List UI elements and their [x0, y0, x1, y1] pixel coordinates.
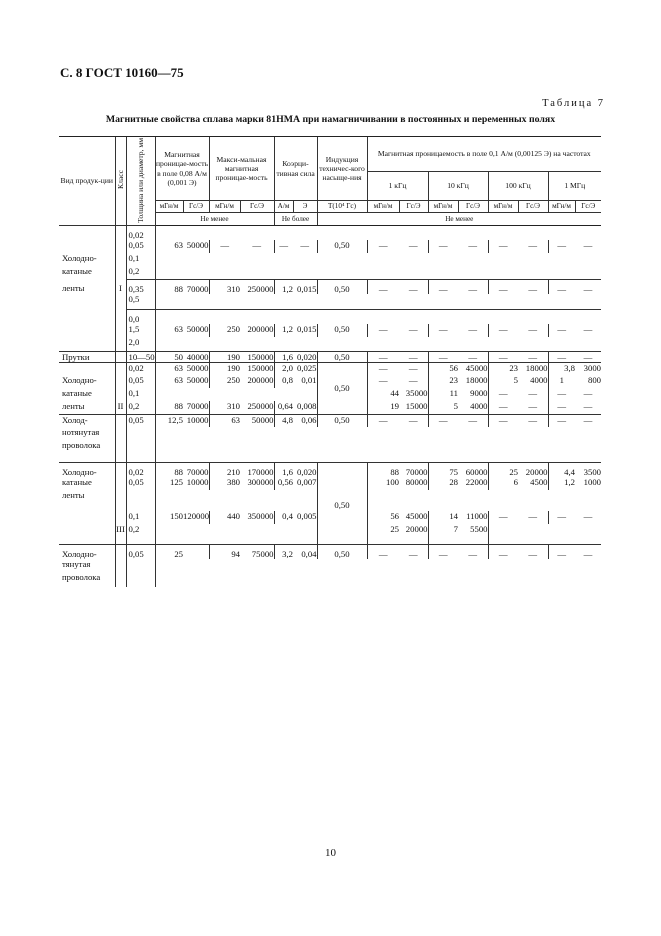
cell: 50000 [186, 240, 209, 250]
cell: — [488, 414, 518, 427]
class-label: III [115, 524, 126, 545]
cell: 250000 [240, 279, 274, 294]
cell: 35000 [405, 388, 428, 398]
unit-mgnm: мГн/м [155, 201, 183, 213]
cell: 250000 [247, 401, 274, 411]
cell: 310 [209, 401, 240, 414]
unit-gse: Гс/Э [399, 201, 428, 213]
cell: 0,50 [317, 462, 367, 545]
cell: — [488, 324, 518, 337]
cell: 15000 [405, 401, 428, 411]
cell: 4,8 [274, 414, 293, 427]
cell: — [458, 279, 488, 294]
thickness-value: 0,05 [126, 375, 155, 388]
cell: 50000 [183, 362, 209, 375]
cell: 200000 [247, 324, 274, 334]
product-name: Холодно- [62, 375, 97, 385]
cell: 310 [209, 279, 240, 294]
cell: — [428, 545, 458, 560]
thickness-value: 0,0 [126, 310, 155, 325]
thickness-value: 0,5 [126, 294, 155, 310]
col-product-type: Вид продук-ции [59, 137, 115, 226]
cell: 18000 [518, 362, 548, 375]
thickness-value: 2,0 [126, 337, 155, 351]
cell: 1,2 [274, 324, 293, 337]
cell: 0,04 [293, 545, 317, 560]
cell: — [428, 324, 458, 337]
unit-tesla: Т(10⁴ Гс) [317, 201, 367, 213]
cell: 0,8 [274, 375, 293, 388]
cell: — [583, 388, 593, 398]
cell: 6 [488, 477, 518, 490]
cell: — [528, 240, 538, 250]
cell: 22000 [465, 476, 488, 487]
cell: — [548, 511, 575, 524]
cell: — [300, 240, 310, 250]
cell: — [458, 351, 488, 362]
cell: — [575, 545, 601, 560]
cell: 190 [209, 362, 240, 375]
thickness-value: 1,5 [126, 324, 155, 337]
cell: — [428, 351, 458, 362]
cell: — [367, 362, 399, 375]
cell: — [518, 279, 548, 294]
class-label: II [115, 401, 126, 414]
unit-mgnm: мГн/м [428, 201, 458, 213]
unit-gse: Гс/Э [458, 201, 488, 213]
cell: 170000 [240, 462, 274, 477]
cell: 0,50 [317, 240, 367, 253]
cell: — [528, 401, 538, 411]
cell [183, 545, 209, 560]
cell: 0,50 [317, 279, 367, 294]
freq-1mhz: 1 МГц [548, 172, 601, 201]
cell: 4,4 [548, 462, 575, 477]
thickness-value: 0,05 [126, 240, 155, 253]
page-number: 10 [325, 847, 336, 859]
cell: — [399, 279, 428, 294]
cell: 0,50 [317, 351, 367, 362]
cell: — [583, 510, 593, 521]
col-initial-permeability: Магнитная проницае-мость в поле 0,08 А/м (0,001 Э) [155, 137, 209, 201]
cell: 0,015 [293, 279, 317, 294]
thickness-value: 0,1 [126, 511, 155, 524]
cell: 50 [155, 351, 183, 362]
product-name: Холодно- [62, 253, 97, 263]
product-name: катаные [62, 476, 92, 487]
cell: — [367, 351, 399, 362]
product-name: Прутки [59, 351, 115, 362]
col-thickness: Толщина или диаметр, мм [126, 137, 155, 226]
cell: 150 [155, 511, 183, 524]
unit-gse: Гс/Э [575, 201, 601, 213]
cell: 0,64 [274, 401, 293, 414]
cell: — [528, 510, 538, 521]
cell: 23 [488, 362, 518, 375]
unit-mgnm: мГн/м [367, 201, 399, 213]
cell: 70000 [399, 462, 428, 477]
cell: 88 [367, 462, 399, 477]
cell: — [548, 351, 575, 362]
cell: 25 [488, 462, 518, 477]
cell: 25 [367, 524, 399, 545]
product-name: ленты [62, 283, 85, 293]
cell: 9000 [470, 388, 488, 398]
cell: — [488, 545, 518, 560]
cell: — [399, 414, 428, 427]
cell: 45000 [458, 362, 488, 375]
cell: 70000 [183, 279, 209, 294]
cell: 300000 [247, 476, 274, 487]
cell: 11 [428, 388, 458, 401]
thickness-value: 0,1 [126, 388, 155, 401]
not-less-label-2: Не менее [317, 213, 601, 226]
cell: 0,015 [296, 324, 317, 334]
cell: 1,2 [274, 279, 293, 294]
not-less-label: Не менее [155, 213, 274, 226]
cell: — [274, 240, 293, 253]
cell: — [518, 351, 548, 362]
cell: 4500 [530, 476, 548, 487]
cell: — [528, 388, 538, 398]
col-ac-permeability: Магнитная проницаемость в поле 0,1 А/м (0,00125 Э) на частотах [367, 137, 601, 172]
thickness-value: 0,2 [126, 401, 155, 414]
cell: 3,2 [274, 545, 293, 560]
cell: 14 [428, 511, 458, 524]
thickness-value: 0,02 [126, 462, 155, 477]
cell: 63 [209, 414, 240, 427]
product-name: нотянутая [62, 427, 100, 437]
cell: — [548, 545, 575, 560]
cell: 25 [155, 545, 183, 560]
cell: — [458, 545, 488, 560]
cell: 0,50 [317, 414, 367, 427]
cell: — [399, 362, 428, 375]
cell: — [367, 279, 399, 294]
cell: 380 [209, 477, 240, 490]
cell: — [367, 240, 399, 253]
cell: 0,50 [317, 545, 367, 560]
unit-mgnm: мГн/м [209, 201, 240, 213]
cell: — [548, 388, 575, 401]
cell: 56 [428, 362, 458, 375]
cell: 440 [209, 511, 240, 524]
cell: 350000 [247, 510, 274, 521]
cell: — [209, 240, 240, 253]
cell: 150000 [240, 362, 274, 375]
class-label: I [115, 279, 126, 294]
cell: — [518, 414, 548, 427]
cell: — [399, 351, 428, 362]
cell: 45000 [405, 510, 428, 521]
not-more-label: Не более [274, 213, 317, 226]
thickness-value: 0,2 [126, 524, 155, 545]
product-name: проволока [62, 440, 101, 450]
thickness-value: 0,1 [126, 253, 155, 266]
cell: 190 [209, 351, 240, 362]
col-coercive-force: Коэрци-тивная сила [274, 137, 317, 201]
cell: 12,5 [155, 414, 183, 427]
cell: — [575, 414, 601, 427]
cell: 3,8 [548, 362, 575, 375]
cell: — [367, 414, 399, 427]
cell: 63 [155, 324, 183, 337]
cell: 0,50 [317, 324, 367, 337]
cell: 3000 [575, 362, 601, 375]
cell: 0,020 [293, 351, 317, 362]
table-number: Таблица 7 [542, 98, 605, 109]
cell: 125 [155, 477, 183, 490]
cell: 50000 [186, 324, 209, 334]
product-name: катаные [62, 388, 92, 398]
cell: 50000 [186, 375, 209, 385]
cell: — [408, 240, 418, 250]
cell: — [488, 388, 518, 401]
cell: — [548, 324, 575, 337]
cell: 0,06 [293, 414, 317, 427]
cell: 1,2 [548, 477, 575, 490]
cell: — [468, 240, 478, 250]
cell: 250 [209, 324, 240, 337]
cell: — [428, 414, 458, 427]
cell: 0,56 [274, 477, 293, 490]
col-saturation-induction: Индукция техничес-кого насыще-ния [317, 137, 367, 201]
cell: — [583, 324, 593, 334]
unit-gse: Гс/Э [240, 201, 274, 213]
thickness-value: 0,2 [126, 266, 155, 279]
cell: 3500 [575, 462, 601, 477]
cell: — [575, 279, 601, 294]
cell: 75000 [240, 545, 274, 560]
cell: 800 [587, 375, 602, 385]
product-name: Холодно- [59, 545, 115, 560]
cell: 4000 [470, 401, 488, 411]
cell: 18000 [465, 375, 488, 385]
cell: — [468, 324, 478, 334]
cell: — [408, 324, 418, 334]
cell: — [488, 511, 518, 524]
cell: 56 [367, 511, 399, 524]
thickness-value: 0,05 [126, 545, 155, 560]
thickness-value: 0,02 [126, 362, 155, 375]
cell: 63 [155, 362, 183, 375]
cell: 120000 [183, 510, 210, 521]
product-name: тянутая [62, 559, 91, 569]
cell: 0,50 [317, 362, 367, 414]
cell: 40000 [183, 351, 209, 362]
unit-mgnm: мГн/м [488, 201, 518, 213]
product-name: проволока [62, 572, 101, 582]
cell: 100 [367, 477, 399, 490]
thickness-value: 10—50 [126, 351, 155, 362]
col-class: Класс [115, 137, 126, 226]
cell: 200000 [247, 375, 274, 385]
cell: — [488, 240, 518, 253]
cell: 1000 [583, 476, 602, 487]
unit-gse: Гс/Э [183, 201, 209, 213]
product-name: Холодно- [59, 462, 115, 477]
cell: 150000 [240, 351, 274, 362]
unit-mgnm: мГн/м [548, 201, 575, 213]
product-name: ленты [62, 401, 85, 411]
cell: 11000 [466, 510, 488, 521]
cell: 210 [209, 462, 240, 477]
cell: 50000 [240, 414, 274, 427]
product-name: Холод- [59, 414, 115, 427]
cell: 0,008 [296, 401, 317, 411]
cell: 94 [209, 545, 240, 560]
cell: — [367, 324, 399, 337]
cell: — [367, 375, 399, 388]
cell: — [548, 240, 575, 253]
thickness-value: 0,05 [126, 414, 155, 427]
freq-100khz: 100 кГц [488, 172, 548, 201]
cell: — [488, 351, 518, 362]
cell: — [408, 375, 418, 385]
cell: 20000 [405, 523, 428, 534]
product-name: ленты [62, 489, 85, 500]
col-max-permeability: Макси-мальная магнитная проницае-мость [209, 137, 274, 201]
cell: 63 [155, 375, 183, 388]
cell: 88 [155, 279, 183, 294]
cell: 0,025 [293, 362, 317, 375]
cell: 0,4 [274, 511, 293, 524]
cell: 7 [428, 524, 458, 545]
cell: 1,6 [274, 351, 293, 362]
unit-am: А/м [274, 201, 293, 213]
cell: 75 [428, 462, 458, 477]
cell: 70000 [186, 401, 209, 411]
cell: — [458, 414, 488, 427]
magnetic-properties-table [59, 136, 601, 587]
cell: 5500 [470, 523, 488, 534]
document-header: С. 8 ГОСТ 10160—75 [60, 65, 184, 80]
cell: 80000 [405, 476, 428, 487]
cell: 2,0 [274, 362, 293, 375]
unit-e: Э [293, 201, 317, 213]
cell: — [488, 401, 518, 414]
thickness-value: 0,02 [126, 226, 155, 241]
cell: 1 [548, 375, 575, 388]
cell: — [367, 545, 399, 560]
thickness-value: 0,35 [126, 279, 155, 294]
freq-10khz: 10 кГц [428, 172, 488, 201]
cell: — [548, 279, 575, 294]
freq-1khz: 1 кГц [367, 172, 428, 201]
cell: 88 [155, 401, 183, 414]
cell: 19 [367, 401, 399, 414]
product-name: катаные [62, 266, 92, 276]
cell: 5 [428, 401, 458, 414]
cell: — [252, 240, 262, 250]
cell: — [583, 401, 593, 411]
cell: 60000 [458, 462, 488, 477]
thickness-value: 0,05 [126, 477, 155, 490]
cell: 0,005 [296, 510, 317, 521]
cell: — [428, 279, 458, 294]
cell: — [548, 401, 575, 414]
unit-gse: Гс/Э [518, 201, 548, 213]
cell: 88 [155, 462, 183, 477]
cell: 5 [488, 375, 518, 388]
cell: — [488, 279, 518, 294]
cell: — [575, 351, 601, 362]
cell: 1,6 [274, 462, 293, 477]
cell: — [528, 324, 538, 334]
cell: 10000 [183, 414, 209, 427]
cell: 44 [367, 388, 399, 401]
cell: — [518, 545, 548, 560]
cell: — [548, 414, 575, 427]
cell: 23 [428, 375, 458, 388]
cell: 10000 [186, 476, 209, 487]
table-title: Магнитные свойства сплава марки 81НМА при намагничивании в постоянных и переменных полях [105, 114, 556, 125]
cell: 70000 [183, 462, 209, 477]
cell: 0,01 [301, 375, 317, 385]
cell: 4000 [530, 375, 548, 385]
cell: — [428, 240, 458, 253]
cell: 28 [428, 477, 458, 490]
cell: — [399, 545, 428, 560]
cell: 63 [155, 240, 183, 253]
cell: 0,020 [293, 462, 317, 477]
cell: 20000 [518, 462, 548, 477]
cell: 0,007 [296, 476, 317, 487]
cell: 250 [209, 375, 240, 388]
cell: — [583, 240, 593, 250]
